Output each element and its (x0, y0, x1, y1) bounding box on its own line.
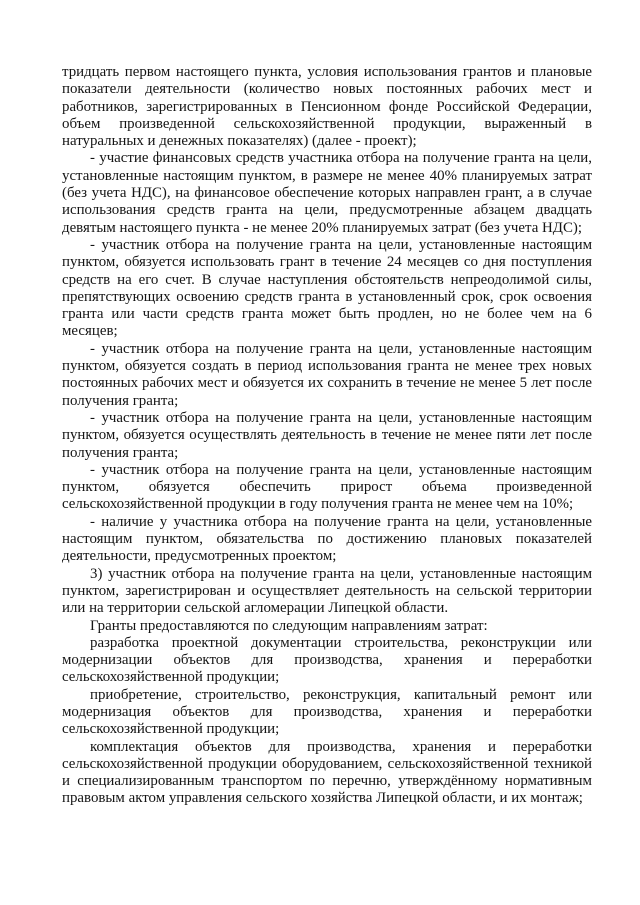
paragraph: приобретение, строительство, реконструкция, капитальный ремонт или модернизация объектов для производства, хранения и переработки сельскохозяйственной продукции; (62, 686, 592, 738)
paragraph: разработка проектной документации строительства, реконструкции или модернизации объектов для производства, хранения и переработки сельскохозяйственной продукции; (62, 634, 592, 686)
paragraph: - участник отбора на получение гранта на цели, установленные настоящим пунктом, обязуется использовать грант в течение 24 месяцев со дня поступления средств на его счет. В случае наступления обстоятельств непреодолимой силы, препятствующих освоению средств гранта в установленный срок, срок освоения гранта или части средств гранта может быть продлен, но не более чем на 6 месяцев; (62, 236, 592, 340)
paragraph: - участник отбора на получение гранта на цели, установленные настоящим пунктом, обязуется обеспечить прирост объема произведенной сельскохозяйственной продукции в году получения гранта не менее чем на 10%; (62, 461, 592, 513)
paragraph: тридцать первом настоящего пункта, условия использования грантов и плановые показатели деятельности (количество новых постоянных рабочих мест и работников, зарегистрированных в Пенсионном фонде Российской Федерации, объем произведенной сельскохозяйственной продукции, выраженный в натуральных и денежных показателях) (далее - проект); (62, 64, 592, 150)
paragraph: комплектация объектов для производства, хранения и переработки сельскохозяйственной продукции оборудованием, сельскохозяйственной техникой и специализированным транспортом по перечню, утверждённому нормативным правовым актом управления сельского хозяйства Липецкой области, и их монтаж; (62, 738, 592, 807)
document-page (62, 64, 592, 808)
paragraph: 3) участник отбора на получение гранта на цели, установленные настоящим пунктом, зарегистрирован и осуществляет деятельность на сельской территории или на территории сельской агломерации Липецкой области. (62, 565, 592, 617)
paragraph: - участник отбора на получение гранта на цели, установленные настоящим пунктом, обязуется создать в период использования гранта не менее трех новых постоянных рабочих мест и обязуется их сохранить в течение не менее 5 лет после получения гранта; (62, 340, 592, 409)
paragraph: - наличие у участника отбора на получение гранта на цели, установленные настоящим пунктом, обязательства по достижению плановых показателей деятельности, предусмотренных проектом; (62, 513, 592, 565)
paragraph: Гранты предоставляются по следующим направлениям затрат: (90, 617, 488, 634)
paragraph: - участник отбора на получение гранта на цели, установленные настоящим пунктом, обязуется осуществлять деятельность в течение не менее пяти лет после получения гранта; (62, 409, 592, 461)
paragraph: - участие финансовых средств участника отбора на получение гранта на цели, установленные настоящим пунктом, в размере не менее 40% планируемых затрат (без учета НДС), на финансовое обеспечение которых направлен грант, а в случае использования средств гранта на цели, предусмотренные абзацем двадцать девятым настоящего пункта - не менее 20% планируемых затрат (без учета НДС); (62, 150, 592, 236)
